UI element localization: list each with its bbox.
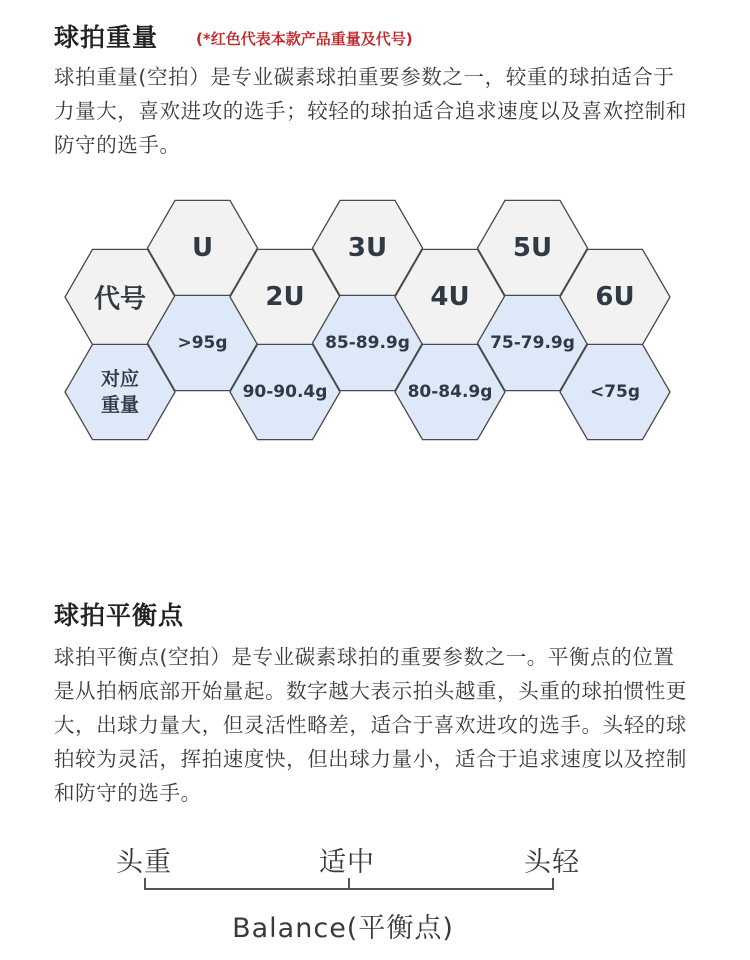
weight-label-2: 90-90.4g: [242, 382, 328, 402]
weight-section-title: 球拍重量: [54, 23, 159, 52]
code-label-1: U: [191, 233, 214, 263]
weight-label-4: 80-84.9g: [407, 382, 493, 402]
balance-tick-middle: [348, 878, 350, 890]
code-label-6: 6U: [595, 282, 635, 312]
weight-label-1: >95g: [177, 333, 228, 353]
balance-head-heavy-label: 头重: [116, 847, 172, 878]
weight-label-6: <75g: [589, 382, 641, 402]
balance-head-light-label: 头轻: [524, 847, 580, 878]
code-label-2: 2U: [265, 282, 305, 312]
header-code-label: 代号: [93, 284, 147, 315]
balance-section-title: 球拍平衡点: [54, 601, 185, 630]
balance-caption: Balance(平衡点): [232, 913, 454, 944]
weight-highlight-note: (*红色代表本款产品重量及代号): [196, 30, 413, 48]
weight-label-3: 85-89.9g: [325, 333, 410, 353]
weight-label-5: 75-79.9g: [490, 333, 575, 353]
header-weight-label: 对应重量: [100, 368, 139, 416]
balance-tick-right: [552, 878, 554, 890]
balance-scale: [0, 830, 750, 950]
balance-tick-left: [144, 878, 146, 890]
code-label-5: 5U: [512, 233, 553, 263]
balance-even-label: 适中: [319, 847, 375, 878]
code-label-4: 4U: [430, 282, 470, 312]
weight-description: 球拍重量(空拍）是专业碳素球拍重要参数之一，较重的球拍适合于力量大，喜欢进攻的选手；较轻的球拍适合追求速度以及喜欢控制和防守的选手。: [54, 65, 687, 157]
balance-description: 球拍平衡点(空拍）是专业碳素球拍的重要参数之一。平衡点的位置是从拍柄底部开始量起。数字越大表示拍头越重，头重的球拍惯性更大，出球力量大，但灵活性略差，适合于喜欢进攻的选手。头轻的球拍较为灵活，挥拍速度快，但出球力量小，适合于追求速度以及控制和防守的选手。: [54, 645, 687, 805]
weight-code-hex-table: [0, 0, 750, 460]
code-label-3: 3U: [347, 233, 388, 263]
